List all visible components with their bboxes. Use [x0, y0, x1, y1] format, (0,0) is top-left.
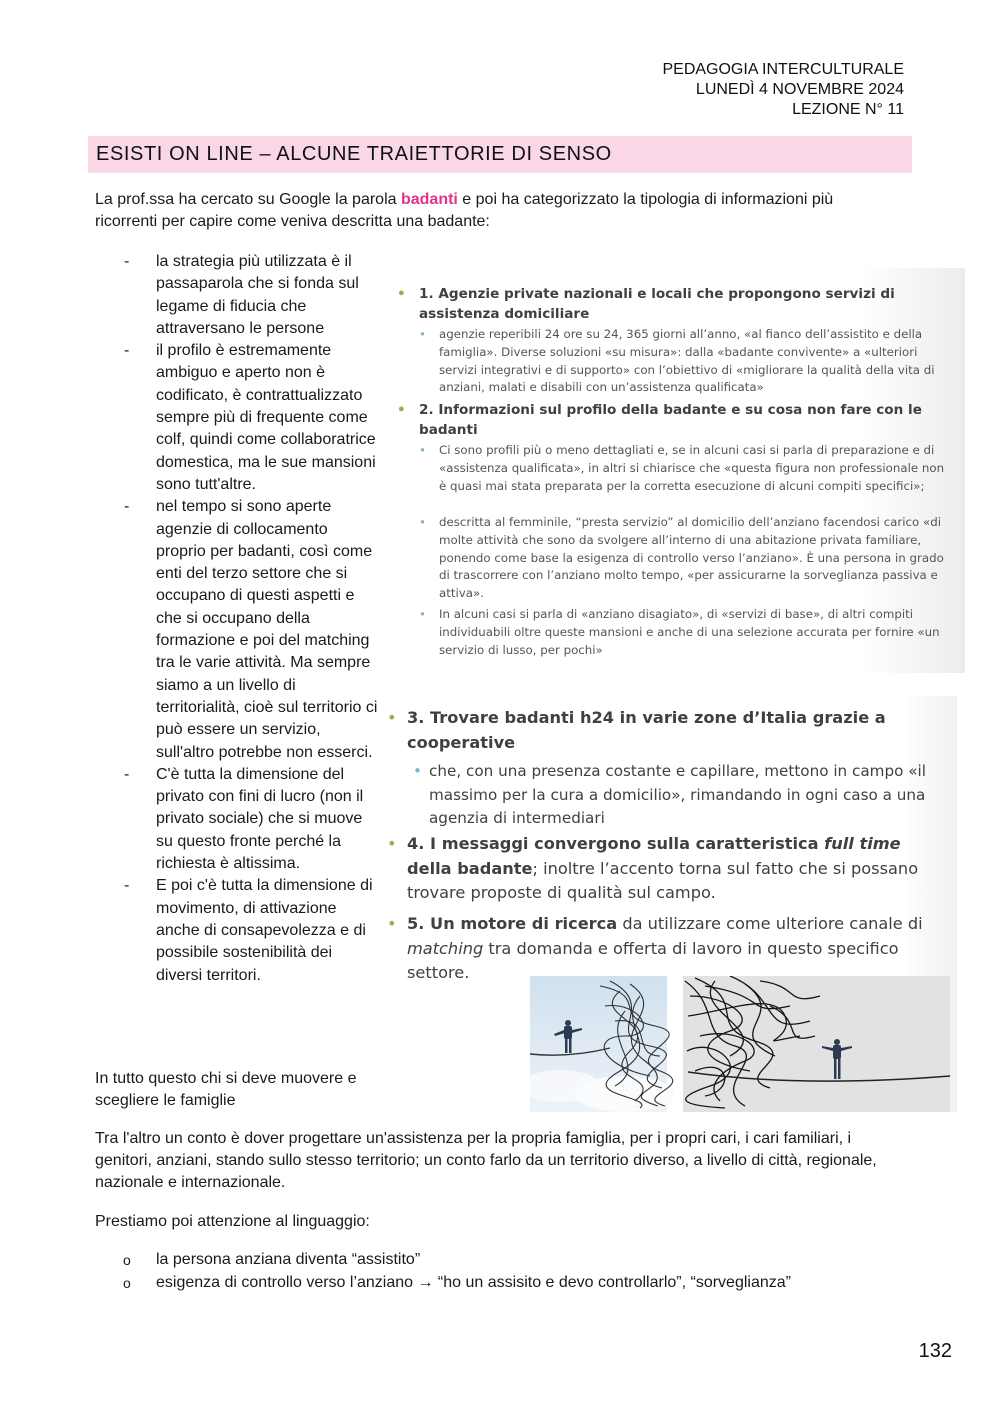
dash-bullet: -: [124, 498, 130, 516]
slide-heading-4: • 4. I messaggi convergono sulla caratteristica full time della badante; inoltre l’accento torna sul fatto che si possano trovare proposte di qualità sul campo.: [387, 834, 919, 902]
bullet-dot-icon: •: [419, 515, 426, 529]
bullet-dot-icon: •: [387, 834, 397, 853]
lesson-number: LEZIONE N° 11: [792, 101, 904, 118]
slide-image-1: [385, 268, 965, 673]
list-item-text: nel tempo si sono aperte agenzie di collocamento proprio per badanti, così come enti del terzo settore che si occupano di questi aspetti e che si occupano della formazione e poi del matching tra le varie attività. Ma sempre siamo a un livello di territorialità, cioè sul territorio ci può essere un servizio, sull'altro potrebbe non esserci.: [156, 498, 378, 761]
list-item-text: E poi c'è tutta la dimensione di movimento, di attivazione anche di consapevolezza e di possibile sostenibilità dei diversi territori.: [156, 877, 373, 984]
intro-text-start: La prof.ssa ha cercato su Google la parola: [95, 191, 401, 208]
bullet-dot-icon: •: [397, 286, 406, 302]
bullet-dot-icon: •: [387, 708, 397, 727]
list-item-text: esigenza di controllo verso l’anziano → “ho un assisito e devo controllarlo”, “sorveglianza”: [156, 1273, 791, 1291]
list-item: [118, 251, 378, 340]
circle-bullet: o: [123, 1252, 131, 1268]
section-title-bar: [88, 136, 912, 173]
list-item-text: il profilo è estremamente ambiguo e aperto non è codificato, è contrattualizzato sempre più di frequente come colf, quindi come collaboratrice domestica, ma le sue mansioni sono tutt'altre.: [156, 342, 376, 493]
bullet-dot-icon: •: [419, 443, 426, 457]
bullet-dot-icon: •: [397, 402, 406, 418]
bullet-dot-icon: •: [387, 914, 397, 933]
list-item-text: la strategia più utilizzata è il passaparola che si fonda sul legame di fiducia che attraversano le persone: [156, 253, 359, 337]
slide-heading-3: • 3. Trovare badanti h24 in varie zone d’Italia grazie a cooperative: [387, 708, 886, 752]
intro-paragraph: [95, 189, 895, 233]
dash-bullet: -: [124, 877, 130, 895]
list-item: [118, 1249, 878, 1272]
summary-sentence: In tutto questo chi si deve muovere e scegliere le famiglie: [95, 1070, 357, 1109]
list-item: [118, 875, 378, 986]
section-title: ESISTI ON LINE – ALCUNE TRAIETTORIE DI SENSO: [96, 143, 612, 165]
bullet-dot-icon: •: [419, 607, 426, 621]
dash-bullet: -: [124, 253, 130, 270]
search-findings-list: [118, 251, 378, 987]
language-intro: Prestiamo poi attenzione al linguaggio:: [95, 1213, 370, 1230]
slide-heading-5: • 5. Un motore di ricerca da utilizzare come ulteriore canale di matching tra domanda e offerta di lavoro in questo specifico settore.: [387, 914, 923, 982]
bullet-dot-icon: •: [419, 327, 426, 341]
circle-bullet: o: [123, 1274, 131, 1291]
right-photo: [683, 976, 950, 1112]
bullet-dot-icon: •: [413, 762, 422, 780]
list-item-text: C'è tutta la dimensione del privato con fini di lucro (non il privato sociale) che si muove su questo fronte perché la richiesta è altissima.: [156, 765, 364, 873]
slide-heading-1: • 1. Agenzie private nazionali e locali che propongono servizi di assistenza domiciliare: [397, 286, 895, 322]
list-item-text: la persona anziana diventa “assistito”: [156, 1251, 421, 1268]
slide-heading-2: • 2. Informazioni sul profilo della badante e su cosa non fare con le badanti: [397, 402, 922, 438]
list-item: [118, 764, 378, 875]
list-item: [118, 340, 378, 496]
dash-bullet: -: [124, 342, 130, 360]
slide-point: • In alcuni casi si parla di «anziano disagiato», di «servizi di base», di altri compiti individuabili oltre queste mansioni e anche di una selezione accurata per fornire «un servizio di lusso, per pochi»: [419, 607, 940, 657]
dash-bullet: -: [124, 765, 130, 783]
page-number: 132: [918, 1340, 952, 1362]
slide-point: • agenzie reperibili 24 ore su 24, 365 giorni all’anno, «al fianco dell’assistito e della famiglia». Diverse soluzioni «su misura»: dalla «badante convivente» a «ulteriori servizi integrativi e di supporto» con l’obiettivo di «migliorare la qualità della vita di anziani, malati e disabili con un’assistenza qualificata»: [419, 327, 935, 395]
slide-image-2: [385, 696, 957, 1112]
slide-point: • descritta al femminile, “presta servizio” al domicilio dell’anziano facendosi carico «di molte attività che sono da svolgere all’interno di una abitazione privata familiare, ponendo come base la esigenza di controllo verso l’anziano». È una persona in grado di trascorrere con l’anziano molto tempo, «per assicurarne la sorveglianza passiva e attiva».: [419, 515, 944, 601]
lesson-date: LUNEDÌ 4 NOVEMBRE 2024: [695, 81, 904, 98]
slide-point: • Ci sono profili più o meno dettagliati e, se in alcuni casi si parla di preparazione e di «assistenza qualificata», in altri si chiarisce che «questa figura non professionale non è quasi mai stata preparata per la corretta esecuzione di alcuni compiti specifici»;: [419, 443, 945, 493]
intro-keyword: badanti: [400, 191, 458, 208]
slide-point: • che, con una presenza costante e capillare, mettono in campo «il massimo per la cura a domicilio», rimandando in ogni caso a una agenzia di intermediari: [413, 762, 926, 827]
list-item: [118, 496, 378, 764]
language-list: [118, 1249, 878, 1294]
page-header: [662, 60, 904, 120]
intro-text-end: e poi ha categorizzato la tipologia di informazioni più ricorrenti per capire come veniva descritta una badante:: [95, 191, 834, 230]
left-photo: [530, 976, 675, 1112]
tightrope-illustration: [530, 976, 950, 1112]
body-paragraph: Tra l'altro un conto è dover progettare un'assistenza per la propria famiglia, per i propri cari, i cari familiari, i genitori, anziani, stando sullo stesso territorio; un conto farlo da un territorio diverso, a livello di città, regionale, nazionale e internazionale.: [95, 1130, 877, 1191]
list-item: [118, 1272, 878, 1295]
course-name: PEDAGOGIA INTERCULTURALE: [662, 61, 904, 78]
